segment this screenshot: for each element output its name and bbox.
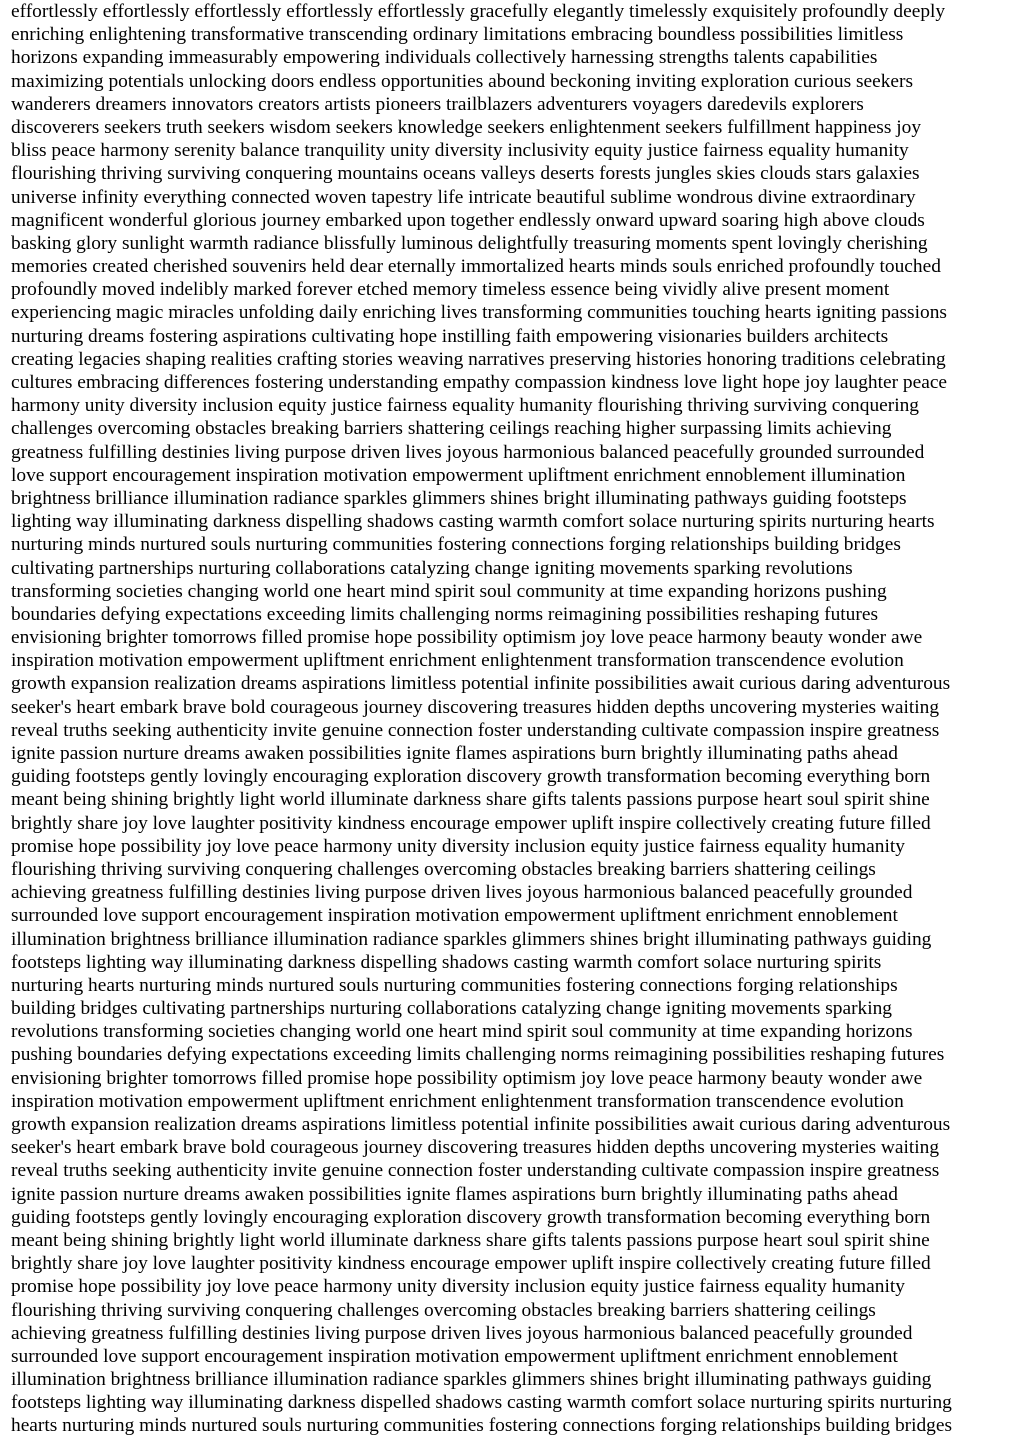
text-line: ignite passion nurture dreams awaken possibilities ignite flames aspirations burn brightly illuminating paths ahead (11, 743, 898, 764)
text-line: creating legacies shaping realities crafting stories weaving narratives preserving histories honoring traditions celebrating (11, 348, 946, 370)
text-line: seeker's heart embark brave bold courageous journey discovering treasures hidden depths uncovering mysteries waiting (11, 1137, 940, 1159)
text-line: experiencing magic miracles unfolding daily enriching lives transforming communities touching hearts igniting passions (11, 302, 947, 324)
text-line: meant being shining brightly light world illuminate darkness share gifts talents passions purpose heart soul spirit shine (11, 1229, 930, 1251)
text-line: brightly share joy love laughter positivity kindness encourage empower uplift inspire collectively creating future filled (11, 1253, 931, 1275)
text-line: flourishing thriving surviving conquering challenges overcoming obstacles breaking barriers shattering ceilings (11, 858, 876, 880)
text-line: reveal truths seeking authenticity invite genuine connection foster understanding cultivate compassion inspire greatness (11, 1160, 940, 1182)
text-line: seeker's heart embark brave bold courageous journey discovering treasures hidden depths uncovering mysteries waiting (11, 696, 940, 718)
text-line: achieving greatness fulfilling destinies living purpose driven lives joyous harmonious balanced peacefully grounded (11, 882, 913, 904)
text-line: magnificent wonderful glorious journey embarked upon together endlessly onward upward soaring high above clouds (11, 209, 925, 231)
text-line: inspiration motivation empowerment upliftment enrichment enlightenment transformation transcendence evolution (11, 650, 904, 672)
text-line: cultures embracing differences fostering understanding empathy compassion kindness love light hope joy laughter peace (11, 372, 948, 393)
text-line: guiding footsteps gently lovingly encouraging exploration discovery growth transformation becoming everything born (11, 766, 931, 788)
text-line: enriching enlightening transformative transcending ordinary limitations embracing boundless possibilities limitless (11, 24, 904, 46)
text-line: ignite passion nurture dreams awaken possibilities ignite flames aspirations burn brightly illuminating paths ahead (11, 1183, 898, 1205)
text-line: greatness fulfilling destinies living purpose driven lives joyous harmonious balanced peacefully grounded surrounded (11, 441, 925, 463)
text-line: memories created cherished souvenirs held dear eternally immortalized hearts minds souls enriched profoundly touched (11, 256, 941, 278)
text-line: challenges overcoming obstacles breaking barriers shattering ceilings reaching higher surpassing limits achieving (11, 418, 892, 440)
text-line: pushing boundaries defying expectations exceeding limits challenging norms reimagining possibilities reshaping futures (11, 1044, 945, 1066)
text-line: lighting way illuminating darkness dispelling shadows casting warmth comfort solace nurturing spirits nurturing hearts (11, 511, 935, 533)
text-line: brightness brilliance illumination radiance sparkles glimmers shines bright illuminating pathways guiding footsteps (11, 487, 907, 509)
text-line: meant being shining brightly light world illuminate darkness share gifts talents passions purpose heart soul spirit shine (11, 789, 930, 811)
text-line: envisioning brighter tomorrows filled promise hope possibility optimism joy love peace harmony beauty wonder awe (11, 627, 923, 649)
body-text (11, 0, 1016, 1438)
text-line: cultivating partnerships nurturing collaborations catalyzing change igniting movements sparking revolutions (11, 557, 853, 579)
text-line: footsteps lighting way illuminating darkness dispelled shadows casting warmth comfort solace nurturing spirits nurturing (11, 1392, 952, 1414)
text-line: surrounded love support encouragement inspiration motivation empowerment upliftment enrichment ennoblement (11, 905, 898, 927)
text-line: brightly share joy love laughter positivity kindness encourage empower uplift inspire collectively creating future filled (11, 812, 931, 834)
text-line: universe infinity everything connected woven tapestry life intricate beautiful sublime wondrous divine extraordinary (11, 186, 916, 208)
text-line: wanderers dreamers innovators creators artists pioneers trailblazers adventurers voyagers daredevils explorers (11, 93, 864, 115)
text-line: nurturing hearts nurturing minds nurtured souls nurturing communities fostering connections forging relationships (11, 974, 898, 996)
text-line: growth expansion realization dreams aspirations limitless potential infinite possibilities await curious daring adventurous (11, 1114, 951, 1135)
text-line: envisioning brighter tomorrows filled promise hope possibility optimism joy love peace harmony beauty wonder awe (11, 1067, 923, 1089)
text-line: surrounded love support encouragement inspiration motivation empowerment upliftment enrichment ennoblement (11, 1345, 898, 1367)
text-line: harmony unity diversity inclusion equity justice fairness equality humanity flourishing thriving surviving conquering (11, 395, 919, 417)
text-line: basking glory sunlight warmth radiance blissfully luminous delightfully treasuring moments spent lovingly cherishing (11, 232, 928, 254)
text-line: flourishing thriving surviving conquering mountains oceans valleys deserts forests jungles skies clouds stars galaxies (11, 163, 920, 185)
text-line: growth expansion realization dreams aspirations limitless potential infinite possibilities await curious daring adventurous (11, 673, 951, 695)
text-line: discoverers seekers truth seekers wisdom seekers knowledge seekers enlightenment seekers fulfillment happiness joy (11, 116, 922, 138)
text-line: love support encouragement inspiration motivation empowerment upliftment enrichment ennoblement illumination (11, 464, 906, 486)
text-line: boundaries defying expectations exceeding limits challenging norms reimagining possibilities reshaping futures (11, 603, 878, 625)
text-line: promise hope possibility joy love peace harmony unity diversity inclusion equity justice fairness equality humanity (11, 1276, 905, 1298)
text-line: achieving greatness fulfilling destinies living purpose driven lives joyous harmonious balanced peacefully grounded (11, 1322, 913, 1344)
text-line: inspiration motivation empowerment upliftment enrichment enlightenment transformation transcendence evolution (11, 1090, 904, 1112)
text-line: maximizing potentials unlocking doors endless opportunities abound beckoning inviting exploration curious seekers (11, 70, 914, 92)
text-line: hearts nurturing minds nurtured souls nurturing communities fostering connections forging relationships building bridges (11, 1415, 953, 1437)
text-line: effortlessly effortlessly effortlessly effortlessly effortlessly gracefully elegantly timelessly exquisitely profoundly deeply (11, 1, 946, 22)
text-line: promise hope possibility joy love peace harmony unity diversity inclusion equity justice fairness equality humanity (11, 835, 905, 857)
text-line: reveal truths seeking authenticity invite genuine connection foster understanding cultivate compassion inspire greatness (11, 719, 940, 741)
text-line: building bridges cultivating partnerships nurturing collaborations catalyzing change igniting movements sparking (11, 998, 893, 1020)
text-line: footsteps lighting way illuminating darkness dispelling shadows casting warmth comfort solace nurturing spirits (11, 951, 882, 973)
text-line: nurturing dreams fostering aspirations cultivating hope instilling faith empowering visionaries builders architects (11, 325, 889, 347)
text-line: revolutions transforming societies changing world one heart mind spirit soul community at time expanding horizons (11, 1021, 913, 1043)
text-line: illumination brightness brilliance illumination radiance sparkles glimmers shines bright illuminating pathways guiding (11, 928, 932, 950)
text-line: nurturing minds nurtured souls nurturing communities fostering connections forging relationships building bridges (11, 534, 901, 556)
text-line: illumination brightness brilliance illumination radiance sparkles glimmers shines bright illuminating pathways guiding (11, 1369, 932, 1391)
text-line: guiding footsteps gently lovingly encouraging exploration discovery growth transformation becoming everything born (11, 1206, 931, 1228)
text-line: bliss peace harmony serenity balance tranquility unity diversity inclusivity equity justice fairness equality humanity (11, 140, 909, 162)
text-line: transforming societies changing world one heart mind spirit soul community at time expanding horizons pushing (11, 580, 887, 602)
text-line: profoundly moved indelibly marked forever etched memory timeless essence being vividly alive present moment (11, 279, 890, 301)
text-line: flourishing thriving surviving conquering challenges overcoming obstacles breaking barriers shattering ceilings (11, 1299, 876, 1321)
text-line: horizons expanding immeasurably empowering individuals collectively harnessing strengths talents capabilities (11, 47, 878, 69)
